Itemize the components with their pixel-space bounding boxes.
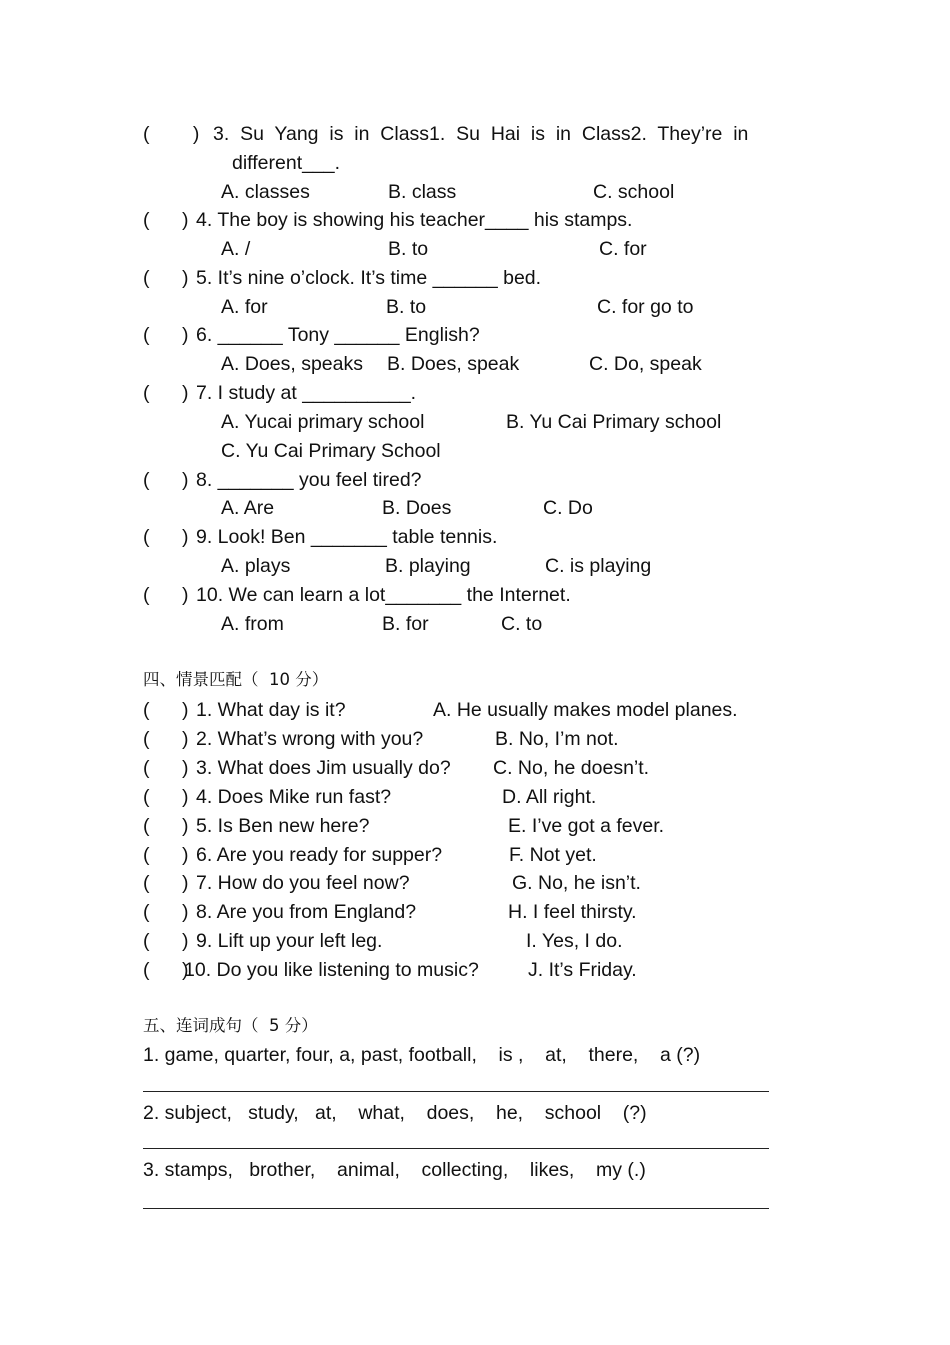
answer-bracket[interactable]: ( ) [143,785,189,808]
option-a[interactable]: A. Does, speaks [221,353,363,375]
question-10-options [221,612,821,708]
answer-bracket[interactable]: ( ) [143,930,189,953]
option-a[interactable]: A. Are [221,497,275,519]
option-a[interactable]: A. / [221,238,251,260]
option-c[interactable]: C. for [599,238,647,260]
answer-bracket[interactable]: ( ) [143,756,189,779]
matching-answer: F. Not yet. [509,843,597,866]
option-b[interactable]: B. to [386,296,427,318]
answer-bracket[interactable]: ( ) [143,843,189,866]
option-a[interactable]: A. from [221,613,284,635]
matching-question: 10. Do you like listening to music? [184,959,479,982]
option-b[interactable]: B. Does [382,497,452,519]
answer-bracket[interactable]: ( ) [143,526,189,548]
option-c[interactable]: C. school [593,181,675,203]
matching-answer: C. No, he doesn’t. [493,756,650,779]
matching-question: 5. Is Ben new here? [196,814,370,837]
answer-bracket[interactable]: ( ) [143,872,189,895]
question-stem: 5. It’s nine o’clock. It’s time ______ bed. [196,267,542,289]
matching-answer: A. He usually makes model planes. [433,699,738,721]
option-a[interactable]: A. Yucai primary school [221,411,425,433]
question-stem: 8. _______ you feel tired? [196,469,422,491]
matching-answer: H. I feel thirsty. [508,901,637,924]
matching-question: 8. Are you from England? [196,901,417,924]
answer-bracket[interactable]: ( ) [143,814,189,837]
option-b[interactable]: B. to [388,238,429,260]
matching-answer: D. All right. [502,785,597,808]
option-c[interactable]: C. for go to [597,296,694,318]
option-b[interactable]: B. playing [385,555,471,577]
answer-bracket[interactable]: ( ) [143,267,189,289]
question-stem: 9. Look! Ben _______ table tennis. [196,526,498,548]
question-3-line-2: different___. [232,152,341,174]
answer-bracket[interactable]: ( ) [143,699,189,721]
matching-question: 2. What’s wrong with you? [196,727,424,750]
answer-line-2[interactable] [143,1148,769,1149]
answer-bracket[interactable]: ( ) [143,469,189,491]
matching-question: 7. How do you feel now? [196,872,410,895]
option-c[interactable]: C. Yu Cai Primary School [221,440,441,462]
option-c[interactable]: C. to [501,613,543,635]
answer-line-1[interactable] [143,1091,769,1092]
matching-question: 4. Does Mike run fast? [196,785,392,808]
question-stem: 7. I study at __________. [196,382,417,404]
option-a[interactable]: A. classes [221,181,310,203]
matching-answer: B. No, I’m not. [495,727,619,750]
matching-answer: J. It’s Friday. [528,959,637,982]
matching-question: 3. What does Jim usually do? [196,756,451,779]
matching-answer: G. No, he isn’t. [512,872,641,895]
option-c[interactable]: C. is playing [545,555,652,577]
question-stem: 4. The boy is showing his teacher____ his stamps. [196,209,633,231]
section-5-heading: 五、连词成句（ 5 分） [143,1016,318,1035]
option-b[interactable]: B. class [388,181,457,203]
answer-bracket[interactable]: ( ) [143,901,189,924]
matching-answer: I. Yes, I do. [526,930,623,953]
option-c[interactable]: C. Do, speak [589,353,702,375]
sentence-item-2: 2. subject, study, at, what, does, he, school (?) [143,1102,647,1124]
answer-line-3[interactable] [143,1208,769,1209]
answer-bracket[interactable]: ( ) [143,382,189,404]
answer-bracket[interactable]: ( ) [143,584,189,606]
matching-question: 6. Are you ready for supper? [196,843,443,866]
sentence-item-3: 3. stamps, brother, animal, collecting, likes, my (.) [143,1159,646,1181]
option-a[interactable]: A. for [221,296,268,318]
answer-bracket[interactable]: ( ) [143,959,189,982]
option-b[interactable]: B. Does, speak [387,353,520,375]
question-stem: 10. We can learn a lot_______ the Internet. [196,584,571,606]
matching-question: 9. Lift up your left leg. [196,930,383,953]
answer-bracket[interactable]: ( ) [143,123,200,145]
option-a[interactable]: A. plays [221,555,291,577]
matching-answer: E. I’ve got a fever. [508,814,665,837]
question-stem: 6. ______ Tony ______ English? [196,324,480,346]
sentence-item-1: 1. game, quarter, four, a, past, football, is , at, there, a (?) [143,1044,701,1066]
answer-bracket[interactable]: ( ) [143,209,189,231]
answer-bracket[interactable]: ( ) [143,324,189,346]
option-b[interactable]: B. for [382,613,429,635]
answer-bracket[interactable]: ( ) [143,727,189,750]
matching-question: 1. What day is it? [196,699,346,721]
option-b[interactable]: B. Yu Cai Primary school [506,411,722,433]
option-c[interactable]: C. Do [543,497,593,519]
question-stem: 3. Su Yang is in Class1. Su Hai is in Class2. They’re in [213,123,749,145]
section-4-heading: 四、情景匹配（ 10 分） [143,670,329,689]
